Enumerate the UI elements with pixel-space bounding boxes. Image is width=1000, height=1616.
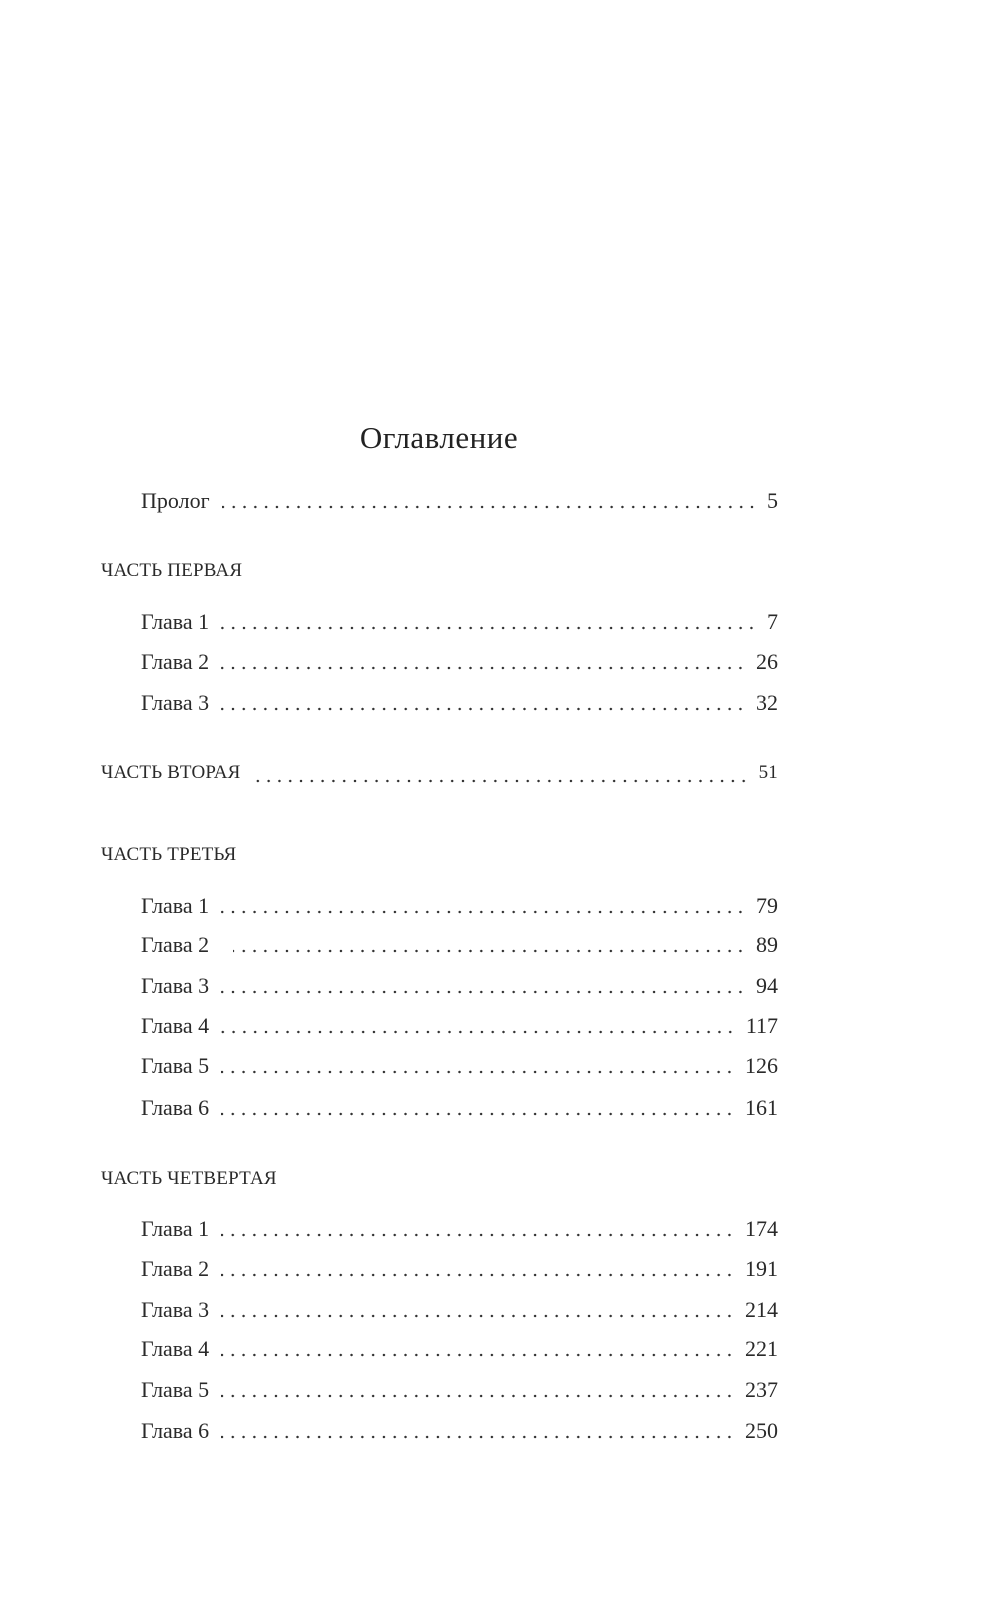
entry-page: 5: [767, 488, 778, 513]
toc-entry[interactable]: [141, 1418, 778, 1446]
entry-label: Глава 4: [141, 1013, 210, 1038]
toc-entry[interactable]: [141, 973, 778, 1001]
dot-leader: [221, 1314, 735, 1318]
dot-leader: [222, 505, 757, 509]
entry-label: Глава 1: [141, 893, 210, 918]
dot-leader: [221, 626, 757, 630]
toc-part-4[interactable]: [101, 1168, 778, 1196]
part-page: 51: [758, 762, 778, 783]
entry-label: Глава 3: [141, 1297, 210, 1322]
toc-entry[interactable]: [141, 1053, 778, 1081]
entry-label: Глава 2: [141, 1256, 210, 1281]
toc-part-2[interactable]: [101, 762, 778, 790]
entry-page: 250: [745, 1418, 778, 1443]
entry-page: 174: [745, 1216, 778, 1241]
toc-entry[interactable]: [141, 893, 778, 921]
entry-page: 221: [745, 1336, 778, 1361]
toc-part-3[interactable]: [101, 844, 778, 872]
toc-entry[interactable]: [141, 1013, 778, 1041]
dot-leader: [221, 990, 746, 994]
dot-leader: [221, 1233, 735, 1237]
dot-leader: [221, 1394, 735, 1398]
part-label: ЧАСТЬ ТРЕТЬЯ: [101, 844, 237, 865]
toc-entry[interactable]: [141, 1095, 778, 1123]
part-label: ЧАСТЬ ВТОРАЯ: [101, 762, 241, 783]
toc-entry[interactable]: [141, 1256, 778, 1284]
toc-entry[interactable]: [141, 1377, 778, 1405]
entry-page: 126: [745, 1053, 778, 1078]
entry-label: Глава 2: [141, 932, 210, 957]
toc-entry[interactable]: [141, 690, 778, 718]
page-title: Оглавление: [359, 420, 519, 455]
dot-leader: [221, 1030, 736, 1034]
entry-page: 79: [756, 893, 778, 918]
entry-label: Пролог: [141, 488, 210, 513]
toc-entry[interactable]: [141, 1336, 778, 1364]
entry-page: 161: [745, 1095, 778, 1120]
entry-page: 94: [756, 973, 778, 998]
toc-entry[interactable]: [141, 1297, 778, 1325]
entry-page: 117: [745, 1013, 778, 1038]
entry-label: Глава 6: [141, 1418, 210, 1443]
dot-leader: [221, 1070, 735, 1074]
entry-label: Глава 4: [141, 1336, 210, 1361]
entry-label: Глава 1: [141, 609, 210, 634]
toc-part-1[interactable]: [101, 560, 778, 588]
part-label: ЧАСТЬ ПЕРВАЯ: [101, 560, 243, 581]
dot-leader: [253, 779, 749, 783]
entry-label: Глава 5: [141, 1377, 210, 1402]
toc-entry[interactable]: [141, 932, 778, 960]
dot-leader: [221, 1353, 735, 1357]
dot-leader: [221, 1112, 735, 1116]
toc-entry[interactable]: [141, 649, 778, 677]
dot-leader: [221, 666, 746, 670]
entry-page: 214: [745, 1297, 778, 1322]
entry-label: Глава 6: [141, 1095, 210, 1120]
entry-label: Глава 3: [141, 690, 210, 715]
dot-leader: [221, 1435, 735, 1439]
dot-leader: [221, 707, 746, 711]
dot-leader: [221, 910, 746, 914]
toc-entry[interactable]: [141, 609, 778, 637]
entry-label: Глава 3: [141, 973, 210, 998]
entry-page: 7: [767, 609, 778, 634]
toc-entry[interactable]: [141, 1216, 778, 1244]
entry-page: 191: [745, 1256, 778, 1281]
entry-page: 26: [756, 649, 778, 674]
entry-label: Глава 2: [141, 649, 210, 674]
entry-page: 32: [756, 690, 778, 715]
entry-label: Глава 5: [141, 1053, 210, 1078]
dot-leader: [233, 949, 746, 953]
entry-page: 89: [756, 932, 778, 957]
entry-page: 237: [745, 1377, 778, 1402]
toc-entry-prologue[interactable]: [141, 488, 778, 516]
part-label: ЧАСТЬ ЧЕТВЕРТАЯ: [101, 1168, 277, 1189]
entry-label: Глава 1: [141, 1216, 210, 1241]
dot-leader: [221, 1273, 735, 1277]
